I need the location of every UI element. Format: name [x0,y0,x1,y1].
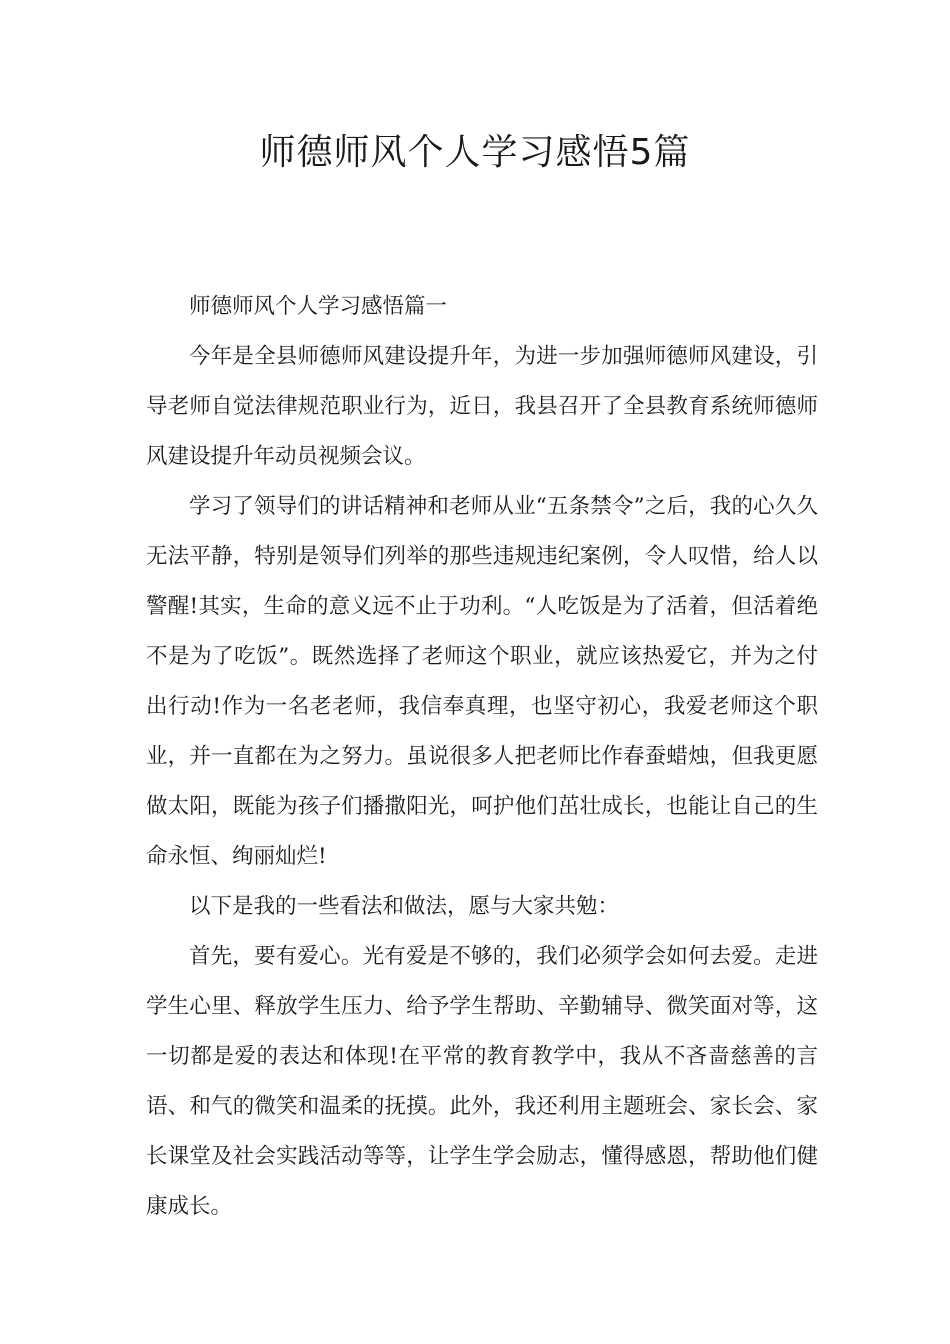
paragraph: 今年是全县师德师风建设提升年，为进一步加强师德师风建设，引导老师自觉法律规范职业行为，近日，我县召开了全县教育系统师德师风建设提升年动员视频会议。 [146,344,818,469]
paragraph: 首先，要有爱心。光有爱是不够的，我们必须学会如何去爱。走进学生心里、释放学生压力、给予学生帮助、辛勤辅导、微笑面对等，这一切都是爱的表达和体现!在平常的教育教学中，我从不吝啬慈善的言语、和气的微笑和温柔的抚摸。此外，我还利用主题班会、家长会、家长课堂及社会实践活动等等，让学生学会励志，懂得感恩，帮助他们健康成长。 [146,944,818,1219]
section-heading: 师德师风个人学习感悟篇一 [189,294,448,319]
paragraph: 学习了领导们的讲话精神和老师从业“五条禁令”之后，我的心久久无法平静，特别是领导们列举的那些违规违纪案例，令人叹惜，给人以警醒!其实，生命的意义远不止于功利。“人吃饭是为了活着，但活着绝不是为了吃饭”。既然选择了老师这个职业，就应该热爱它，并为之付出行动!作为一名老老师，我信奉真理，也坚守初心，我爱老师这个职业，并一直都在为之努力。虽说很多人把老师比作春蚕蜡烛，但我更愿做太阳，既能为孩子们播撒阳光，呵护他们茁壮成长，也能让自己的生命永恒、绚丽灿烂! [146,494,818,869]
paragraph: 以下是我的一些看法和做法，愿与大家共勉： [189,894,620,919]
document-body [146,282,818,1232]
document-title: 师德师风个人学习感悟5篇 [259,132,691,173]
